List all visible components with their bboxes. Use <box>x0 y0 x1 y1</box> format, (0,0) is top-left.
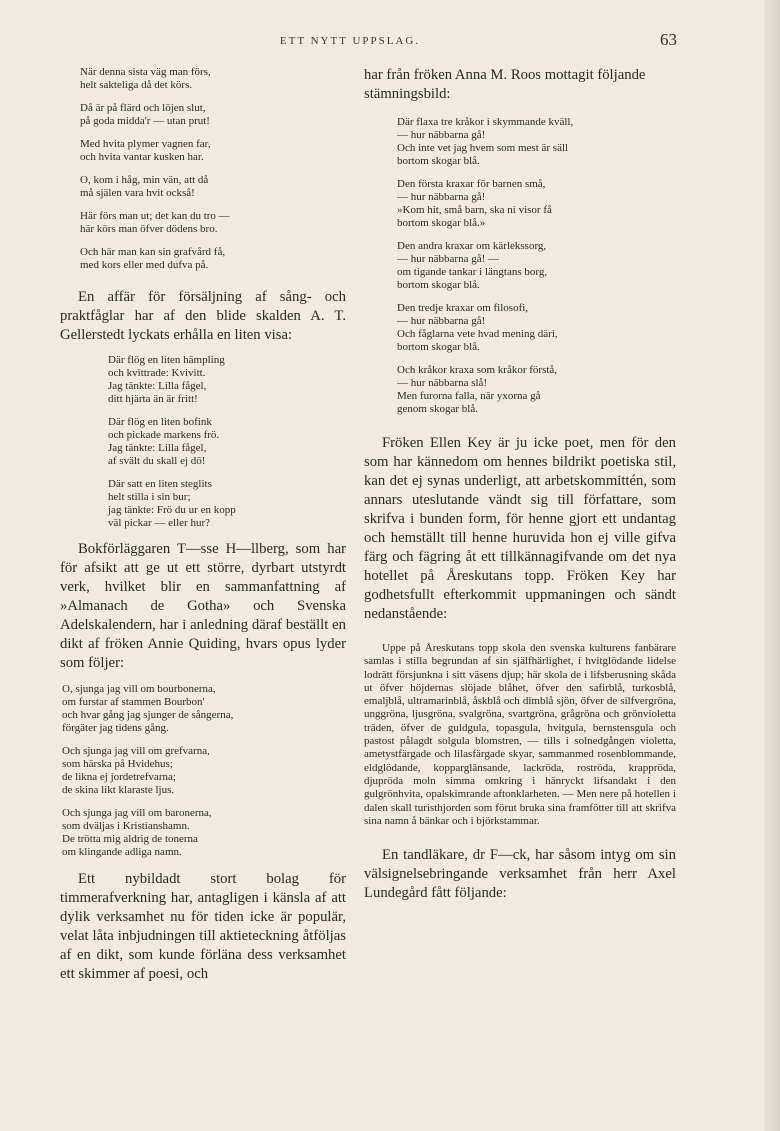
poem-line: De trötta mig aldrig de tonerna <box>62 833 198 845</box>
poem-line: Den andra kraxar om kärlekssorg, <box>397 240 547 252</box>
poem-line: här körs man öfver dödens bro. <box>80 223 218 235</box>
poem-line: och pickade markens frö. <box>108 429 220 441</box>
poem-line: — hur näbbarna gå! <box>397 191 486 203</box>
paragraph-publisher: Bokförläggaren T—sse H—llberg, som har för afsikt att ge ut ett större, dyrbart utstyrdt verk, hvilket blir en sammanfattning af »Almanach de Gotha» och Svenska Adelskalendern, har i anledning däraf beställt en dikt af fröken Annie Quiding, hvars opus lyder som följer: <box>60 541 346 671</box>
poem-line: Jag tänkte: Lilla fågel, <box>108 442 207 454</box>
poem-line: om tigande tankar i längtans borg, <box>397 266 548 278</box>
poem-line: af svält du skall ej dö! <box>108 455 206 467</box>
poem-line: på goda midda'r — utan prut! <box>80 115 210 127</box>
poem-line: de skina likt klaraste ljus. <box>62 784 175 796</box>
poem-line: Jag tänkte: Lilla fågel, <box>108 380 207 392</box>
poem-line: Där flaxa tre kråkor i skymmande kväll, <box>397 116 574 128</box>
poem-stanza <box>397 364 676 416</box>
poem-line: helt stilla i sin bur; <box>108 491 191 503</box>
poem-stanza <box>62 745 346 797</box>
poem-funeral <box>80 66 346 272</box>
poem-line: må själen vara hvit också! <box>80 187 195 199</box>
poem-line: Där satt en liten steglits <box>108 478 212 490</box>
poem-line: »Kom hit, små barn, ska ni visor få <box>397 204 552 216</box>
poem-line: Den första kraxar för barnen små, <box>397 178 546 190</box>
poem-line: ditt hjärta än är fritt! <box>108 393 198 405</box>
poem-line: bortom skogar blå. <box>397 279 480 291</box>
poem-line: Här förs man ut; det kan du tro — <box>80 210 230 222</box>
poem-line: och kvittrade: Kvivitt. <box>108 367 206 379</box>
poem-line: bortom skogar blå.» <box>397 217 486 229</box>
poem-line: O, kom i håg, min vän, att då <box>80 174 209 186</box>
poem-stanza <box>80 174 346 200</box>
poem-stanza <box>80 66 346 92</box>
poem-line: jag tänkte: Frö du ur en kopp <box>108 504 236 516</box>
poem-stanza <box>80 210 346 236</box>
poem-line: När denna sista väg man förs, <box>80 66 211 78</box>
poem-stanza <box>397 302 676 354</box>
poem-line: Och sjunga jag vill om grefvarna, <box>62 745 210 757</box>
poem-line: O, sjunga jag vill om bourbonerna, <box>62 683 216 695</box>
poem-line: och hvar gång jag sjunger de sångerna, <box>62 709 234 721</box>
poem-stanza <box>62 683 346 735</box>
poem-stanza <box>108 478 346 530</box>
poem-line: de likna ej jordetrefvarna; <box>62 771 176 783</box>
poem-line: som dväljas i Kristianshamn. <box>62 820 190 832</box>
poem-line: Och fåglarna vete hvad mening däri, <box>397 328 558 340</box>
poem-line: Och här man kan sin grafvård få, <box>80 246 226 258</box>
poem-line: förgäter jag tidens gång. <box>62 722 169 734</box>
poem-line: och hvita vantar kusken har. <box>80 151 204 163</box>
poem-stanza <box>397 116 676 168</box>
paragraph-timber-company: Ett nybildadt stort bolag för timmerafverkning har, antagligen i känsla af att dylik verksamhet nu för tiden icke är populär, velat låta inbjudningen till aktieteckning åtföljas af en dikt, som kunde förläna dess verksamhet ett skimmer af poesi, och <box>60 871 346 982</box>
poem-line: om klingande adliga namn. <box>62 846 182 858</box>
page-number: 63 <box>660 30 677 49</box>
page-edge-shadow <box>764 0 780 1131</box>
poem-stanza <box>108 416 346 468</box>
poem-line: väl pickar — eller hur? <box>108 517 211 529</box>
poem-stanza <box>80 138 346 164</box>
paragraph-roos-lead: har från fröken Anna M. Roos mottagit följande stämningsbild: <box>364 67 646 102</box>
poem-line: — hur näbbarna gå! <box>397 129 486 141</box>
poem-line: med kors eller med dufva på. <box>80 259 209 271</box>
paragraph-areskutan-hotel: Uppe på Åreskutans topp skola den svenska kulturens fanbärare samlas i stilla begrundan af sin själfhärlighet, i hvitglödande lidelse lodrätt försjunkna i sitt väsens djup; här skola de i lifsberusning skåda ut öfver höjdernas slöjade blåhet, öfver den safirblå, turkosblå, emaljblå, ultramarinblå, åskblå och dimblå sjön, öfver de silfvergröna, unggröna, ljusgröna, svalgröna, svartgröna, grågröna och grönvioletta träden, öfver de guldgula, topasgula, hvitgula, bernstensgula och pastost pålagdt solgula blomstren, — tills i solnedgången violetta, ametystfärgade och lilasfärgade skyar, sammanmed rosenblommande, eldglödande, kopparglänsande, lackröda, roströda, krappröda, djupröda moln simma omkring i hänryckt lifsandakt i den gulgrönhvita, opalskimrande aftonklarheten. — Men nere på hotellen i dalen skall turisthjorden som förut bruka sina framfötter till att skrifva sina namn å bänkar och i björkstammar. <box>364 642 676 827</box>
poem-stanza <box>80 246 346 272</box>
poem-line: som härska på Hvidehus; <box>62 758 173 770</box>
poem-birds <box>108 354 346 530</box>
poem-line: — hur näbbarna gå! — <box>397 253 500 265</box>
poem-stanza <box>108 354 346 406</box>
poem-crows <box>397 116 676 416</box>
right-column <box>364 66 676 903</box>
poem-line: Och sjunga jag vill om baronerna, <box>62 807 212 819</box>
poem-stanza <box>62 807 346 859</box>
poem-line: Då är på flärd och löjen slut, <box>80 102 206 114</box>
poem-line: Och kråkor kraxa som kråkor förstå, <box>397 364 558 376</box>
poem-nobility <box>62 683 346 859</box>
poem-line: Där flög en liten hämpling <box>108 354 225 366</box>
poem-stanza <box>397 178 676 230</box>
poem-line: bortom skogar blå. <box>397 155 480 167</box>
poem-line: — hur näbbarna slå! <box>397 377 488 389</box>
poem-line: om furstar af stammen Bourbon' <box>62 696 205 708</box>
poem-line: helt sakteliga då det körs. <box>80 79 193 91</box>
running-header: ETT NYTT UPPSLAG. <box>279 35 421 47</box>
poem-line: Och inte vet jag hvem som mest är säll <box>397 142 569 154</box>
poem-line: bortom skogar blå. <box>397 341 480 353</box>
poem-line: Den tredje kraxar om filosofi, <box>397 302 529 314</box>
poem-line: Men furorna falla, när yxorna gå <box>397 390 541 402</box>
paragraph-dentist: En tandläkare, dr F—ck, har såsom intyg om sin välsignelsebringande verksamhet från herr Axel Lundegård fått följande: <box>364 847 676 902</box>
poem-line: Där flög en liten bofink <box>108 416 212 428</box>
paragraph-ellen-key: Fröken Ellen Key är ju icke poet, men för den som har kännedom om hennes bildrikt poetiska stil, kan det ej synas underligt, att arbetskommittén, som annars uteslutande vändt sig till författare, som skrifva i bunden form, för henne gjort ett undantag och hemställt till henne huruvida hon ej ville gifva färg och fägring åt ett tillkännagifvande om det nya hotellet på Åreskutans topp. Fröken Key har godhetsfullt efterkommit uppmaningen och sändt nedanstående: <box>364 435 676 622</box>
poem-line: Med hvita plymer vagnen far, <box>80 138 211 150</box>
poem-stanza <box>397 240 676 292</box>
poem-line: genom skogar blå. <box>397 403 478 415</box>
paragraph-bird-shop: En affär för försäljning af sång- och praktfåglar har af den blide skalden A. T. Gellerstedt lyckats erhålla en liten visa: <box>60 289 346 343</box>
left-column <box>60 66 346 984</box>
poem-line: — hur näbbarna gå! <box>397 315 486 327</box>
poem-stanza <box>80 102 346 128</box>
